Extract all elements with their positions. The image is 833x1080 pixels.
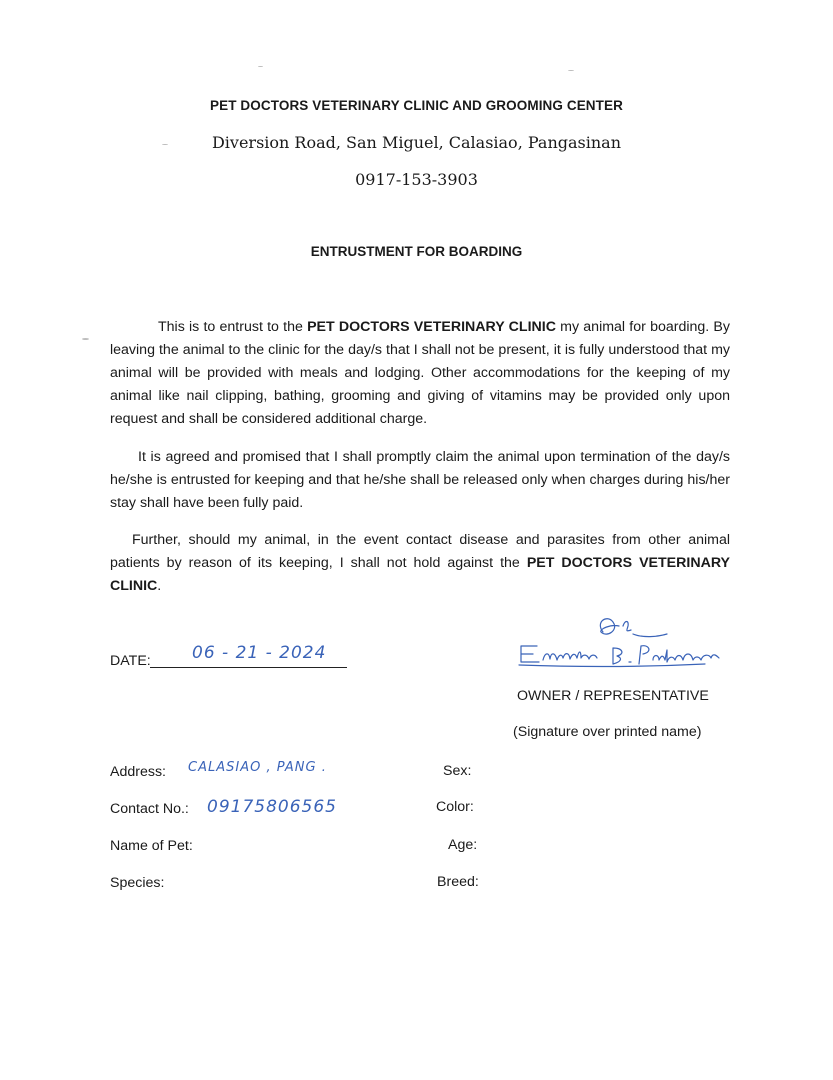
address-value[interactable]: CALASIAO , PANG . [188,760,327,775]
breed-label: Breed: [437,874,479,890]
paragraph-liability [110,529,730,598]
paragraph-entrust [110,316,730,431]
clinic-address: Diversion Road, San Miguel, Calasiao, Pangasinan [211,133,622,152]
scan-speck [162,144,168,145]
contact-value[interactable]: 09175806565 [207,797,337,817]
clinic-phone: 0917-153-3903 [355,170,478,189]
paragraph-liability-end: . [157,578,162,594]
species-label: Species: [110,875,165,891]
paragraph-entrust-start: This is to entrust to the [158,319,308,335]
owner-signature [515,612,730,670]
date-value[interactable]: 06 - 21 - 2024 [192,643,327,663]
contact-label: Contact No.: [110,801,189,817]
paragraph-liability-start: Further, should my animal, in the event contact disease and parasites from other animal patients by reason of its keeping, I shall not hold against the [110,532,730,571]
sex-label: Sex: [443,763,472,779]
address-label: Address: [110,764,166,780]
age-label: Age: [448,837,478,853]
date-label: DATE: [110,653,151,669]
document-title: ENTRUSTMENT FOR BOARDING [310,244,523,259]
date-underline [150,667,347,668]
signature-note: (Signature over printed name) [513,724,702,740]
scan-speck [568,70,574,71]
pet-name-label: Name of Pet: [110,838,193,854]
color-label: Color: [436,799,474,815]
paragraph-entrust-rest: my animal for boarding. By leaving the animal to the clinic for the day/s that I shall not be present, it is fully understood that my animal will be provided with meals and lodging. Other accommodations for the keeping of my animal like nail clipping, bathing, grooming and giving of vitamins may be provided only upon request and shall be considered additional charge. [110,319,730,427]
paragraph-claim: It is agreed and promised that I shall promptly claim the animal upon termination of the day/s he/she is entrusted for keeping and that he/she shall be released only when charges during his/her stay shall have been fully paid. [110,449,730,511]
owner-representative-label: OWNER / REPRESENTATIVE [517,688,709,704]
clinic-name: PET DOCTORS VETERINARY CLINIC AND GROOMING CENTER [210,98,623,113]
scan-speck [258,66,263,67]
clinic-name-inline: PET DOCTORS VETERINARY CLINIC [110,555,730,594]
clinic-name-inline: PET DOCTORS VETERINARY CLINIC [307,319,556,335]
scan-speck [82,338,89,340]
